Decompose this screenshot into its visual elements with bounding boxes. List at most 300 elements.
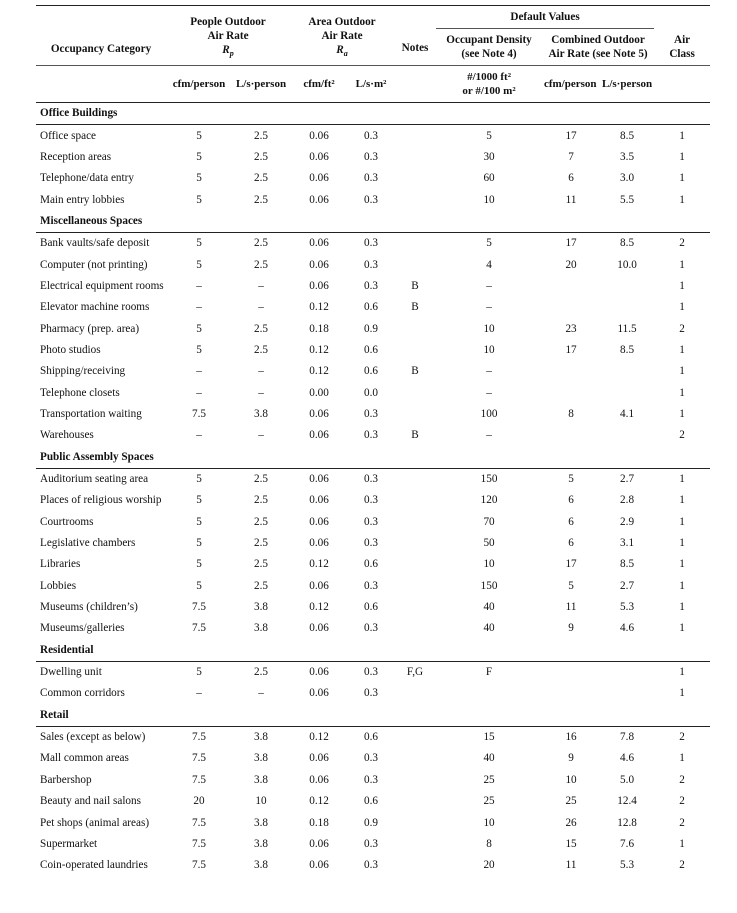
people-rate-ls-cell: 2.5: [254, 150, 268, 163]
combined-rate-ls-cell: 11.5: [617, 322, 637, 335]
people-rate-cfm-cell: 7.5: [192, 816, 206, 829]
people-rate-cfm-cell: –: [196, 429, 202, 442]
air-class-cell: 1: [679, 494, 685, 507]
occupancy-category-cell: Electrical equipment rooms: [40, 279, 164, 292]
combined-rate-ls-cell: 2.7: [620, 579, 635, 592]
table-row: [36, 597, 710, 618]
occupancy-category-cell: Telephone/data entry: [40, 172, 134, 185]
air-class-cell: 2: [679, 795, 685, 808]
people-rate-cfm-cell: 5: [196, 322, 202, 335]
people-rate-ls-cell: 3.8: [254, 859, 268, 872]
unit-ls-m2: L/s·m²: [355, 78, 387, 90]
table-row: [36, 318, 710, 339]
area-rate-ls-cell: 0.3: [364, 859, 379, 872]
occupancy-category-cell: Mall common areas: [40, 752, 129, 765]
section-header-row: [36, 705, 710, 727]
air-class-cell: 1: [679, 150, 685, 163]
combined-rate-cfm-cell: 15: [565, 837, 577, 850]
area-rate-ls-cell: 0.3: [364, 837, 379, 850]
combined-rate-cfm-cell: 9: [568, 752, 574, 765]
occupant-density-cell: –: [486, 429, 492, 442]
table-row: [36, 791, 710, 812]
notes-cell: [394, 490, 436, 511]
area-rate-cfm-cell: 0.06: [309, 279, 329, 292]
units-blank: [36, 66, 166, 103]
table-row: [36, 683, 710, 704]
table-row: [36, 512, 710, 533]
occupant-density-cell: 120: [480, 494, 498, 507]
occupancy-category-cell: Beauty and nail salons: [40, 795, 141, 808]
people-rate-cfm-cell: 5: [196, 258, 202, 271]
combined-rate-cfm-cell: 6: [568, 515, 574, 528]
area-rate-ls-cell: 0.3: [364, 752, 379, 765]
people-rate-cfm-cell: 7.5: [192, 859, 206, 872]
combined-rate-cfm-cell: 17: [565, 343, 577, 356]
people-rate-cfm-cell: 5: [196, 129, 202, 142]
combined-rate-ls-cell: [600, 361, 654, 382]
area-rate-ls-cell: 0.9: [364, 322, 379, 335]
occupant-density-cell: 5: [486, 237, 492, 250]
combined-rate-ls-cell: 5.5: [620, 193, 635, 206]
table-row: [36, 834, 710, 855]
notes-cell: [394, 554, 436, 575]
people-rate-ls-cell: 2.5: [254, 129, 268, 142]
occupant-density-cell: 4: [486, 258, 492, 271]
combined-rate-cfm-cell: [542, 425, 600, 446]
occupant-density-cell: –: [486, 301, 492, 314]
people-rate-cfm-cell: 7.5: [192, 837, 206, 850]
table-header: [36, 6, 710, 103]
occupant-density-cell: 8: [486, 837, 492, 850]
table-row: [36, 490, 710, 511]
air-class-cell: 2: [679, 322, 685, 335]
combined-rate-ls-cell: 4.6: [620, 752, 635, 765]
occupancy-category-cell: Legislative chambers: [40, 537, 136, 550]
area-rate-ls-cell: 0.3: [364, 515, 379, 528]
occupancy-category-cell: Pharmacy (prep. area): [40, 322, 140, 335]
area-rate-cfm-cell: 0.06: [309, 622, 329, 635]
unit-combined: cfm/person L/s·person: [543, 78, 653, 90]
people-rate-ls-cell: 2.5: [254, 237, 268, 250]
occupant-density-cell: –: [486, 279, 492, 292]
occupancy-category-cell: Coin-operated laundries: [40, 859, 148, 872]
people-rate-cfm-cell: 5: [196, 515, 202, 528]
area-rate-cfm-cell: 0.06: [309, 129, 329, 142]
combined-rate-ls-cell: 10.0: [617, 258, 637, 271]
combined-rate-cfm-cell: [542, 661, 600, 683]
occupancy-category-cell: Reception areas: [40, 150, 112, 163]
air-class-cell: 2: [679, 731, 685, 744]
area-rate-cfm-cell: 0.06: [309, 859, 329, 872]
area-rate-ls-cell: 0.6: [364, 558, 379, 571]
people-rate-ls-cell: 2.5: [254, 193, 268, 206]
table-row: [36, 125, 710, 147]
occupant-density-cell: 40: [483, 601, 495, 614]
occupancy-category-cell: Computer (not printing): [40, 258, 148, 271]
people-rate-ls-cell: 2.5: [254, 322, 268, 335]
section-header-row: [36, 447, 710, 469]
notes-cell: [394, 748, 436, 769]
area-rate-cfm-cell: 0.06: [309, 193, 329, 206]
combined-rate-cfm-cell: [542, 683, 600, 704]
combined-rate-cfm-cell: [542, 276, 600, 297]
notes-cell: [394, 791, 436, 812]
table-body: [36, 103, 710, 877]
area-rate-ls-cell: 0.3: [364, 666, 379, 679]
people-rate-ls-cell: 2.5: [254, 172, 268, 185]
area-rate-cfm-cell: 0.06: [309, 773, 329, 786]
occupant-density-cell: 20: [483, 859, 495, 872]
air-class-cell: 1: [679, 172, 685, 185]
notes-cell: [394, 770, 436, 791]
people-rate-ls-cell: –: [258, 279, 264, 292]
notes-cell: [394, 834, 436, 855]
occupancy-category-cell: Lobbies: [40, 579, 77, 592]
occupancy-category-cell: Warehouses: [40, 429, 94, 442]
table-row: [36, 468, 710, 490]
notes-cell: B: [411, 429, 419, 442]
notes-cell: [394, 233, 436, 255]
area-rate-cfm-cell: 0.12: [309, 601, 329, 614]
air-class-cell: 1: [679, 537, 685, 550]
people-rate-cfm-cell: –: [196, 386, 202, 399]
occupant-density-cell: 5: [486, 129, 492, 142]
combined-rate-cfm-cell: 17: [565, 237, 577, 250]
occupant-density-header: Occupant Density (see Note 4): [436, 29, 542, 66]
area-rate-ls-cell: 0.3: [364, 622, 379, 635]
occupant-density-cell: 10: [483, 193, 495, 206]
area-rate-cfm-cell: 0.06: [309, 407, 329, 420]
combined-rate-cfm-cell: 26: [565, 816, 577, 829]
notes-cell: [394, 683, 436, 704]
people-rate-cfm-cell: 7.5: [192, 752, 206, 765]
occupant-density-cell: [436, 683, 542, 704]
area-rate-ls-cell: 0.3: [364, 687, 379, 700]
occupant-density-cell: 15: [483, 731, 495, 744]
occupant-density-cell: 40: [483, 622, 495, 635]
people-rate-ls-cell: 2.5: [254, 473, 268, 486]
air-class-cell: 1: [679, 687, 685, 700]
people-rate-ls-cell: –: [258, 386, 264, 399]
combined-rate-cfm-cell: 6: [568, 494, 574, 507]
occupancy-category-cell: Shipping/receiving: [40, 365, 126, 378]
notes-cell: [394, 618, 436, 639]
people-rate-ls-cell: 2.5: [254, 579, 268, 592]
units-class-blank: [654, 66, 710, 103]
occupancy-category-cell: Auditorium seating area: [40, 473, 149, 486]
combined-rate-ls-cell: 8.5: [620, 237, 635, 250]
area-rate-ls-cell: 0.3: [364, 494, 379, 507]
area-rate-cfm-cell: 0.12: [309, 301, 329, 314]
air-class-cell: 1: [679, 407, 685, 420]
area-rate-ls-cell: 0.3: [364, 150, 379, 163]
area-rate-ls-cell: 0.6: [364, 301, 379, 314]
combined-rate-ls-cell: 4.6: [620, 622, 635, 635]
section-header-row: [36, 103, 710, 125]
occupancy-category-cell: Elevator machine rooms: [40, 301, 150, 314]
occupant-density-cell: 100: [480, 407, 498, 420]
occupant-density-cell: 25: [483, 773, 495, 786]
combined-rate-cfm-cell: 16: [565, 731, 577, 744]
unit-cfm-ft2: cfm/ft²: [303, 78, 335, 90]
occupancy-category-cell: Pet shops (animal areas): [40, 816, 150, 829]
combined-rate-cfm-cell: 5: [568, 473, 574, 486]
table-row: [36, 147, 710, 168]
table-row: [36, 254, 710, 275]
occupant-density-cell: 150: [480, 473, 498, 486]
combined-rate-cfm-cell: 7: [568, 150, 574, 163]
occupant-density-cell: 10: [483, 816, 495, 829]
notes-cell: B: [411, 365, 419, 378]
area-rate-ls-cell: 0.6: [364, 731, 379, 744]
air-class-cell: 1: [679, 752, 685, 765]
people-rate-ls-cell: 2.5: [254, 343, 268, 356]
section-title: Public Assembly Spaces: [36, 447, 710, 469]
table-row: [36, 855, 710, 876]
occupant-density-cell: 10: [483, 558, 495, 571]
occupancy-category-cell: Barbershop: [40, 773, 92, 786]
combined-rate-ls-cell: 8.5: [620, 129, 635, 142]
occupancy-category-header: Occupancy Category: [36, 6, 166, 66]
area-rate-cfm-cell: 0.06: [309, 666, 329, 679]
occupant-density-cell: 25: [483, 795, 495, 808]
combined-rate-cfm-cell: 10: [565, 773, 577, 786]
area-rate-ls-cell: 0.3: [364, 237, 379, 250]
combined-rate-header: Combined Outdoor Air Rate (see Note 5): [542, 29, 654, 66]
air-class-cell: 1: [679, 258, 685, 271]
combined-rate-cfm-cell: [542, 297, 600, 318]
people-rate-cfm-cell: 7.5: [192, 601, 206, 614]
area-rate-ls-cell: 0.6: [364, 365, 379, 378]
table-row: [36, 661, 710, 683]
air-class-cell: 1: [679, 343, 685, 356]
area-rate-ls-cell: 0.9: [364, 816, 379, 829]
notes-cell: [394, 382, 436, 403]
table-row: [36, 382, 710, 403]
occupancy-category-cell: Common corridors: [40, 687, 125, 700]
area-rate-ls-cell: 0.6: [364, 795, 379, 808]
table-row: [36, 233, 710, 255]
combined-rate-ls-cell: 12.8: [617, 816, 637, 829]
notes-cell: [394, 576, 436, 597]
table-row: [36, 812, 710, 833]
combined-rate-ls-cell: [600, 425, 654, 446]
people-rate-ls-cell: 3.8: [254, 622, 268, 635]
air-class-cell: 1: [679, 601, 685, 614]
people-rate-cfm-cell: –: [196, 279, 202, 292]
area-rate-cfm-cell: 0.18: [309, 816, 329, 829]
area-rate-cfm-cell: 0.12: [309, 343, 329, 356]
occupancy-category-cell: Bank vaults/safe deposit: [40, 237, 150, 250]
table-row: [36, 425, 710, 446]
occupant-density-cell: 10: [483, 343, 495, 356]
occupancy-category-cell: Photo studios: [40, 343, 101, 356]
area-rate-ls-cell: 0.3: [364, 172, 379, 185]
occupant-density-cell: 60: [483, 172, 495, 185]
combined-rate-ls-cell: 7.6: [620, 837, 635, 850]
people-rate-cfm-cell: 5: [196, 558, 202, 571]
occupancy-category-cell: Transportation waiting: [40, 407, 142, 420]
air-class-cell: 1: [679, 365, 685, 378]
area-rate-cfm-cell: 0.06: [309, 258, 329, 271]
occupant-density-cell: 10: [483, 322, 495, 335]
air-class-cell: 1: [679, 579, 685, 592]
people-rate-ls-cell: 2.5: [254, 558, 268, 571]
air-class-cell: 1: [679, 129, 685, 142]
people-rate-ls-cell: 3.8: [254, 816, 268, 829]
combined-rate-cfm-cell: 11: [565, 859, 577, 872]
table-row: [36, 404, 710, 425]
unit-density: #/1000 ft² or #/100 m²: [462, 71, 516, 97]
combined-rate-ls-cell: 3.1: [620, 537, 635, 550]
unit-ls-person: L/s·person: [235, 78, 287, 90]
air-class-cell: 1: [679, 558, 685, 571]
combined-rate-ls-cell: 8.5: [620, 558, 635, 571]
combined-rate-cfm-cell: 11: [565, 193, 577, 206]
notes-header: Notes: [394, 6, 436, 66]
air-class-header: Air Class: [654, 6, 710, 66]
notes-cell: B: [411, 279, 419, 292]
table-row: [36, 340, 710, 361]
combined-rate-cfm-cell: 25: [565, 795, 577, 808]
combined-rate-ls-cell: 4.1: [620, 407, 635, 420]
notes-cell: [394, 855, 436, 876]
occupant-density-cell: –: [486, 365, 492, 378]
area-rate-ls-cell: 0.3: [364, 429, 379, 442]
air-class-cell: 1: [679, 622, 685, 635]
people-rate-ls-cell: 3.8: [254, 731, 268, 744]
people-rate-ls-cell: 3.8: [254, 407, 268, 420]
people-rate-ls-cell: 2.5: [254, 515, 268, 528]
combined-rate-ls-cell: [600, 683, 654, 704]
occupant-density-cell: 70: [483, 515, 495, 528]
combined-rate-ls-cell: [600, 661, 654, 683]
occupant-density-cell: F: [485, 666, 493, 679]
area-rate-ls-cell: 0.3: [364, 537, 379, 550]
table-row: [36, 554, 710, 575]
notes-cell: [394, 340, 436, 361]
notes-cell: [394, 147, 436, 168]
area-rate-ls-cell: 0.3: [364, 193, 379, 206]
people-rate-ls-cell: 2.5: [254, 666, 268, 679]
occupant-density-cell: –: [486, 386, 492, 399]
notes-cell: [394, 468, 436, 490]
people-rate-ls-cell: –: [258, 365, 264, 378]
occupant-density-cell: 50: [483, 537, 495, 550]
table-row: [36, 618, 710, 639]
people-rate-cfm-cell: 5: [196, 537, 202, 550]
occupancy-category-cell: Museums/galleries: [40, 622, 125, 635]
combined-rate-ls-cell: 12.4: [617, 795, 637, 808]
combined-rate-cfm-cell: [542, 382, 600, 403]
area-rate-ls-cell: 0.3: [364, 258, 379, 271]
people-rate-cfm-cell: –: [196, 301, 202, 314]
notes-cell: [394, 812, 436, 833]
combined-rate-cfm-cell: [542, 361, 600, 382]
section-header-row: [36, 211, 710, 233]
table-row: [36, 770, 710, 791]
combined-rate-cfm-cell: 5: [568, 579, 574, 592]
people-rate-cfm-cell: 7.5: [192, 407, 206, 420]
notes-cell: B: [411, 301, 419, 314]
combined-rate-cfm-cell: 20: [565, 258, 577, 271]
table-row: [36, 168, 710, 189]
people-rate-ls-cell: –: [258, 429, 264, 442]
combined-rate-cfm-cell: 23: [565, 322, 577, 335]
people-rate-cfm-cell: 5: [196, 343, 202, 356]
occupancy-category-cell: Supermarket: [40, 837, 98, 850]
notes-cell: [394, 533, 436, 554]
air-class-cell: 2: [679, 429, 685, 442]
notes-cell: [394, 318, 436, 339]
occupancy-category-cell: Libraries: [40, 558, 81, 571]
combined-rate-cfm-cell: 6: [568, 537, 574, 550]
people-rate-cfm-cell: 5: [196, 237, 202, 250]
people-rate-ls-cell: 2.5: [254, 494, 268, 507]
people-rate-cfm-cell: –: [196, 365, 202, 378]
people-rate-ls-cell: 10: [255, 795, 267, 808]
air-class-cell: 2: [679, 859, 685, 872]
combined-rate-ls-cell: 5.3: [620, 859, 635, 872]
people-rate-header: People Outdoor Air Rate $R_p$: [166, 6, 290, 66]
people-rate-cfm-cell: –: [196, 687, 202, 700]
area-rate-cfm-cell: 0.06: [309, 237, 329, 250]
people-rate-cfm-cell: 7.5: [192, 622, 206, 635]
combined-rate-ls-cell: 8.5: [620, 343, 635, 356]
table-row: [36, 726, 710, 748]
area-rate-cfm-cell: 0.12: [309, 558, 329, 571]
notes-cell: [394, 168, 436, 189]
ventilation-rate-table: [36, 5, 710, 876]
area-rate-ls-cell: 0.0: [364, 386, 379, 399]
people-rate-cfm-cell: 7.5: [192, 773, 206, 786]
occupancy-category-cell: Office space: [40, 129, 97, 142]
air-class-cell: 1: [679, 386, 685, 399]
section-title: Residential: [36, 640, 710, 662]
people-rate-cfm-cell: 5: [196, 172, 202, 185]
area-rate-cfm-cell: 0.06: [309, 687, 329, 700]
combined-rate-ls-cell: [600, 382, 654, 403]
people-rate-ls-cell: –: [258, 687, 264, 700]
air-class-cell: 2: [679, 237, 685, 250]
occupant-density-cell: 40: [483, 752, 495, 765]
table-row: [36, 297, 710, 318]
area-rate-cfm-cell: 0.06: [309, 515, 329, 528]
combined-rate-cfm-cell: 9: [568, 622, 574, 635]
air-class-cell: 1: [679, 837, 685, 850]
unit-cfm-person: cfm/person: [172, 78, 226, 90]
people-rate-cfm-cell: 7.5: [192, 731, 206, 744]
area-rate-ls-cell: 0.6: [364, 343, 379, 356]
occupancy-category-cell: Dwelling unit: [40, 666, 102, 679]
notes-cell: [394, 125, 436, 147]
air-class-cell: 1: [679, 473, 685, 486]
area-rate-ls-cell: 0.3: [364, 579, 379, 592]
combined-rate-cfm-cell: 8: [568, 407, 574, 420]
area-rate-ls-cell: 0.3: [364, 473, 379, 486]
table-row: [36, 189, 710, 210]
people-rate-cfm-cell: 5: [196, 473, 202, 486]
people-rate-ls-cell: 3.8: [254, 601, 268, 614]
units-notes-blank: [394, 66, 436, 103]
combined-rate-ls-cell: 2.9: [620, 515, 635, 528]
air-class-cell: 1: [679, 193, 685, 206]
area-rate-cfm-cell: 0.12: [309, 731, 329, 744]
section-title: Office Buildings: [36, 103, 710, 125]
occupant-density-cell: 150: [480, 579, 498, 592]
air-class-cell: 1: [679, 301, 685, 314]
combined-rate-cfm-cell: 17: [565, 129, 577, 142]
